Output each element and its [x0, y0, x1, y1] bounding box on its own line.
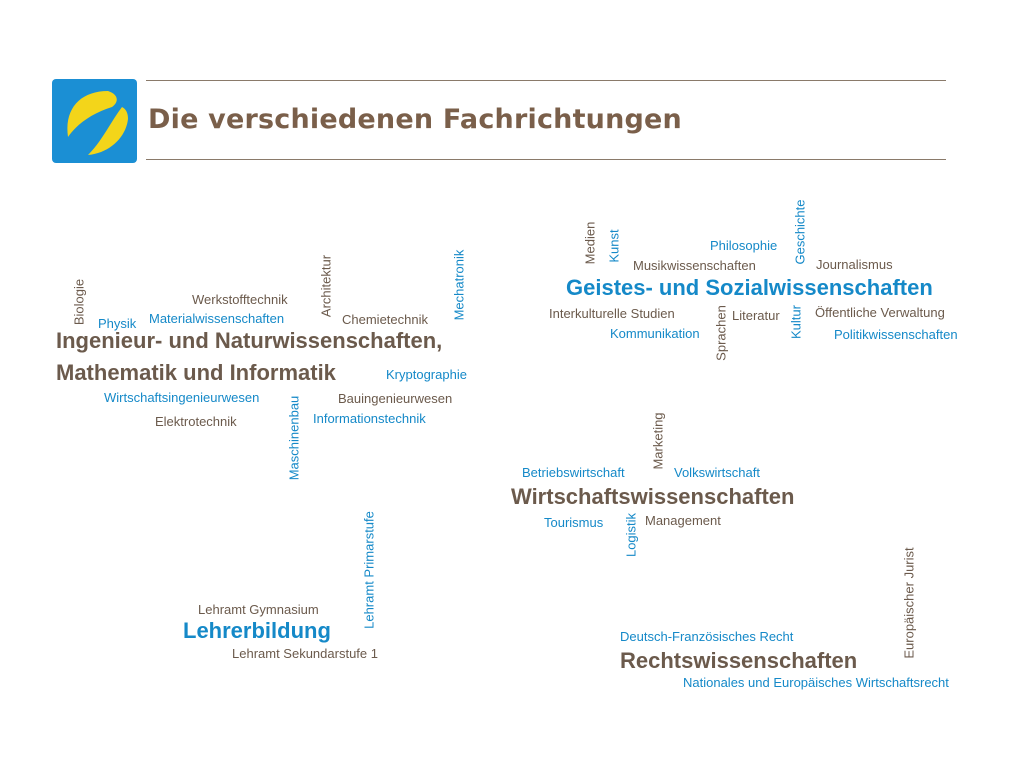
heading-economics: Wirtschaftswissenschaften — [511, 484, 795, 509]
term-wirtschaftsingenieurwesen: Wirtschaftsingenieurwesen — [104, 390, 260, 405]
term-deutsch-franzoesisches-recht: Deutsch-Französisches Recht — [620, 629, 794, 644]
term-marketing: Marketing — [650, 412, 666, 470]
term-sprachen: Sprachen — [713, 305, 729, 361]
term-journalismus: Journalismus — [816, 257, 893, 272]
heading-humanities: Geistes- und Sozialwissenschaften — [566, 275, 933, 300]
term-tourismus: Tourismus — [544, 515, 604, 530]
term-physik: Physik — [98, 316, 137, 331]
header-bottom-rule — [146, 159, 946, 160]
term-lehramt-primarstufe: Lehramt Primarstufe — [361, 511, 377, 629]
term-wirtschaftsrecht: Nationales und Europäisches Wirtschaftsrecht — [683, 675, 949, 690]
heading-law: Rechtswissenschaften — [620, 648, 858, 673]
header-top-rule — [146, 80, 946, 81]
term-lehramt-gymnasium: Lehramt Gymnasium — [198, 602, 319, 617]
term-mechatronik: Mechatronik — [451, 249, 467, 321]
term-werkstofftechnik: Werkstofftechnik — [192, 292, 288, 307]
term-geschichte: Geschichte — [792, 199, 808, 265]
term-kultur: Kultur — [788, 305, 804, 339]
term-kommunikation: Kommunikation — [610, 326, 700, 341]
term-philosophie: Philosophie — [710, 238, 778, 253]
term-logistik: Logistik — [623, 512, 639, 558]
term-betriebswirtschaft: Betriebswirtschaft — [522, 465, 625, 480]
term-volkswirtschaft: Volkswirtschaft — [674, 465, 760, 480]
term-biologie: Biologie — [71, 278, 87, 326]
term-interkulturelle-studien: Interkulturelle Studien — [549, 306, 675, 321]
university-logo — [52, 79, 137, 163]
term-architektur: Architektur — [318, 254, 334, 318]
term-medien: Medien — [582, 221, 598, 265]
term-lehramt-sekundarstufe: Lehramt Sekundarstufe 1 — [232, 646, 378, 661]
term-kryptographie: Kryptographie — [386, 367, 467, 382]
term-informationstechnik: Informationstechnik — [313, 411, 426, 426]
heading-teaching: Lehrerbildung — [183, 618, 331, 643]
term-literatur: Literatur — [732, 308, 780, 323]
term-kunst: Kunst — [606, 229, 622, 263]
term-politikwissenschaften: Politikwissenschaften — [834, 327, 958, 342]
heading-engineering-line1: Ingenieur- und Naturwissenschaften, — [56, 328, 443, 353]
term-maschinenbau: Maschinenbau — [286, 395, 302, 481]
term-elektrotechnik: Elektrotechnik — [155, 414, 237, 429]
term-oeffentliche-verwaltung: Öffentliche Verwaltung — [815, 305, 945, 320]
term-bauingenieurwesen: Bauingenieurwesen — [338, 391, 453, 406]
term-materialwissenschaften: Materialwissenschaften — [149, 311, 285, 326]
term-musikwissenschaften: Musikwissenschaften — [633, 258, 756, 273]
term-europaeischer-jurist: Europäischer Jurist — [901, 547, 917, 659]
heading-engineering-line2: Mathematik und Informatik — [56, 360, 336, 385]
slide-title: Die verschiedenen Fachrichtungen — [148, 104, 682, 135]
term-chemietechnik: Chemietechnik — [342, 312, 428, 327]
term-management: Management — [645, 513, 721, 528]
